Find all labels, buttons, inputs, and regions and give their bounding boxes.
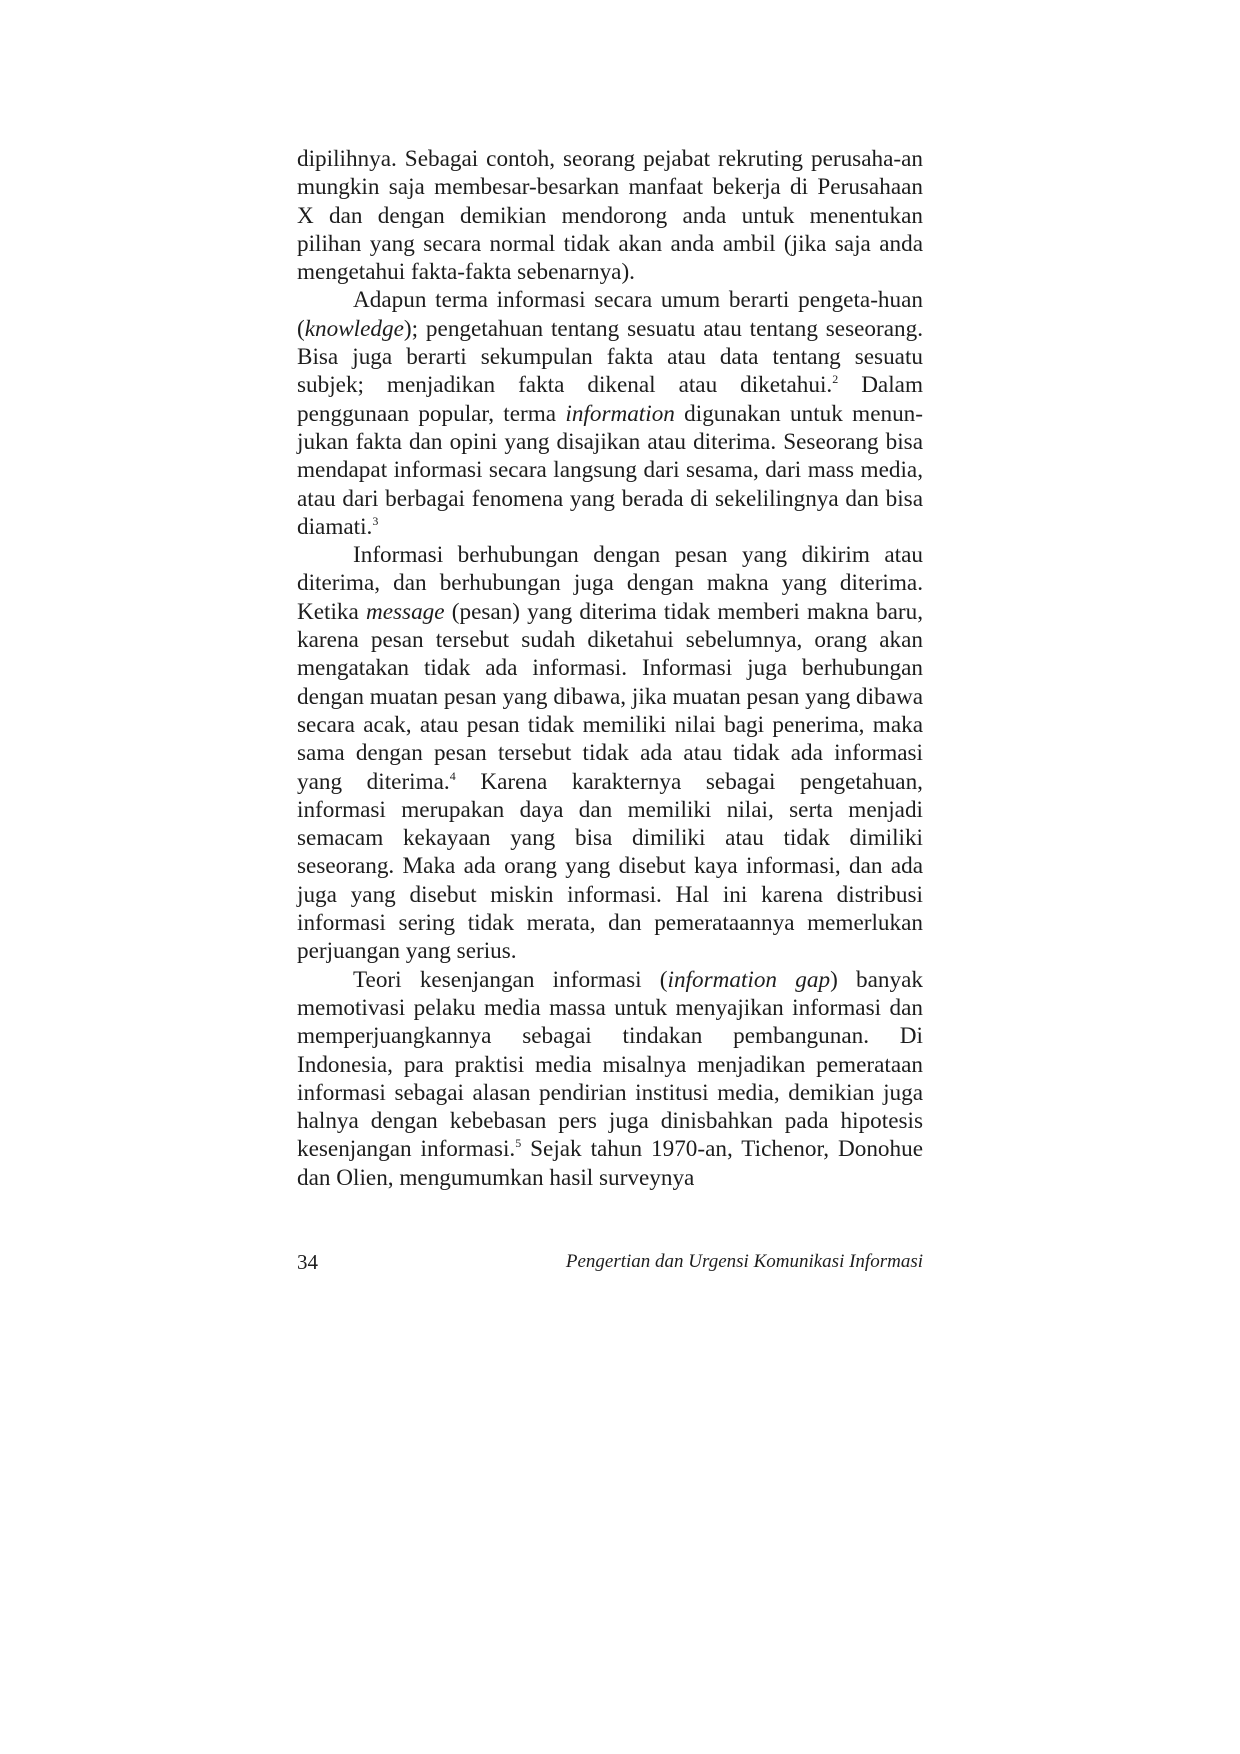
italic-term: message: [366, 598, 445, 625]
page-number: 34: [297, 1250, 318, 1274]
text-run: (pesan) yang diterima tidak memberi makna baru, karena pesan tersebut sudah diketahui sebelumnya, orang akan mengatakan tidak ada informasi. Informasi juga berhubungan dengan muatan pesan yang dibawa, jika muatan pesan yang dibawa secara acak, atau pesan tidak memiliki nilai bagi penerima, maka sama dengan pesan tersebut tidak ada atau tidak ada informasi yang diterima.: [297, 598, 924, 795]
footnote-marker: 2: [832, 372, 839, 387]
running-title: Pengertian dan Urgensi Komunikasi Informasi: [565, 1251, 923, 1272]
text-run: ) banyak memotivasi pelaku media massa untuk menyajikan informasi dan memperjuangkannya sebagai tindakan pembangunan. Di Indonesia, para praktisi media misalnya menjadikan pemerataan informasi sebagai alasan pendirian institusi media, demikian juga halnya dengan kebebasan pers juga dinisbahkan pada hipotesis kesenjangan informasi.: [297, 966, 923, 1163]
body-text: [297, 145, 923, 1192]
text-run: Informasi berhubungan dengan pesan yang dikirim atau diterima, dan berhubungan juga dengan makna yang diterima. Ketika: [297, 542, 923, 625]
footnote-marker: 5: [515, 1136, 522, 1151]
italic-term: information: [565, 400, 675, 427]
footnote-marker: 4: [449, 768, 456, 783]
italic-term: information gap: [667, 966, 831, 993]
italic-term: knowledge: [304, 315, 404, 342]
text-run: Adapun terma informasi secara umum berarti pengeta-huan (: [297, 287, 923, 342]
text-run: Teori kesenjangan informasi (: [353, 966, 668, 993]
text-run: Karena karakternya sebagai pengetahuan, informasi merupakan daya dan memiliki nilai, serta menjadi semacam kekayaan yang bisa dimiliki atau tidak dimiliki seseorang. Maka ada orang yang disebut kaya informasi, dan ada juga yang disebut miskin informasi. Hal ini karena distribusi informasi sering tidak merata, dan pemerataannya memerlukan perjuangan yang serius.: [297, 768, 923, 965]
footnote-marker: 3: [372, 513, 379, 528]
paragraph: [297, 541, 923, 965]
paragraph: [297, 286, 923, 541]
text-run: ); pengetahuan tentang sesuatu atau tentang seseorang. Bisa juga berarti sekumpulan fakta atau data tentang sesuatu subjek; menjadikan fakta dikenal atau diketahui.: [297, 315, 923, 399]
text-run: dipilihnya. Sebagai contoh, seorang pejabat rekruting perusaha-an mungkin saja membesar-besarkan manfaat bekerja di Perusahaan X dan dengan demikian mendorong anda untuk menentukan pilihan yang secara normal tidak akan anda ambil (jika saja anda mengetahui fakta-fakta sebenarnya).: [297, 146, 923, 286]
text-run: digunakan untuk menun-jukan fakta dan opini yang disajikan atau diterima. Seseorang bisa mendapat informasi secara langsung dari sesama, dari mass media, atau dari berbagai fenomena yang berada di sekelilingnya dan bisa diamati.: [297, 400, 923, 540]
paragraph: [297, 966, 923, 1192]
paragraph: [297, 145, 923, 286]
text-run: Sejak tahun 1970-an, Tichenor, Donohue dan Olien, mengumumkan hasil surveynya: [297, 1136, 923, 1191]
text-run: Dalam penggunaan popular, terma: [297, 372, 923, 427]
